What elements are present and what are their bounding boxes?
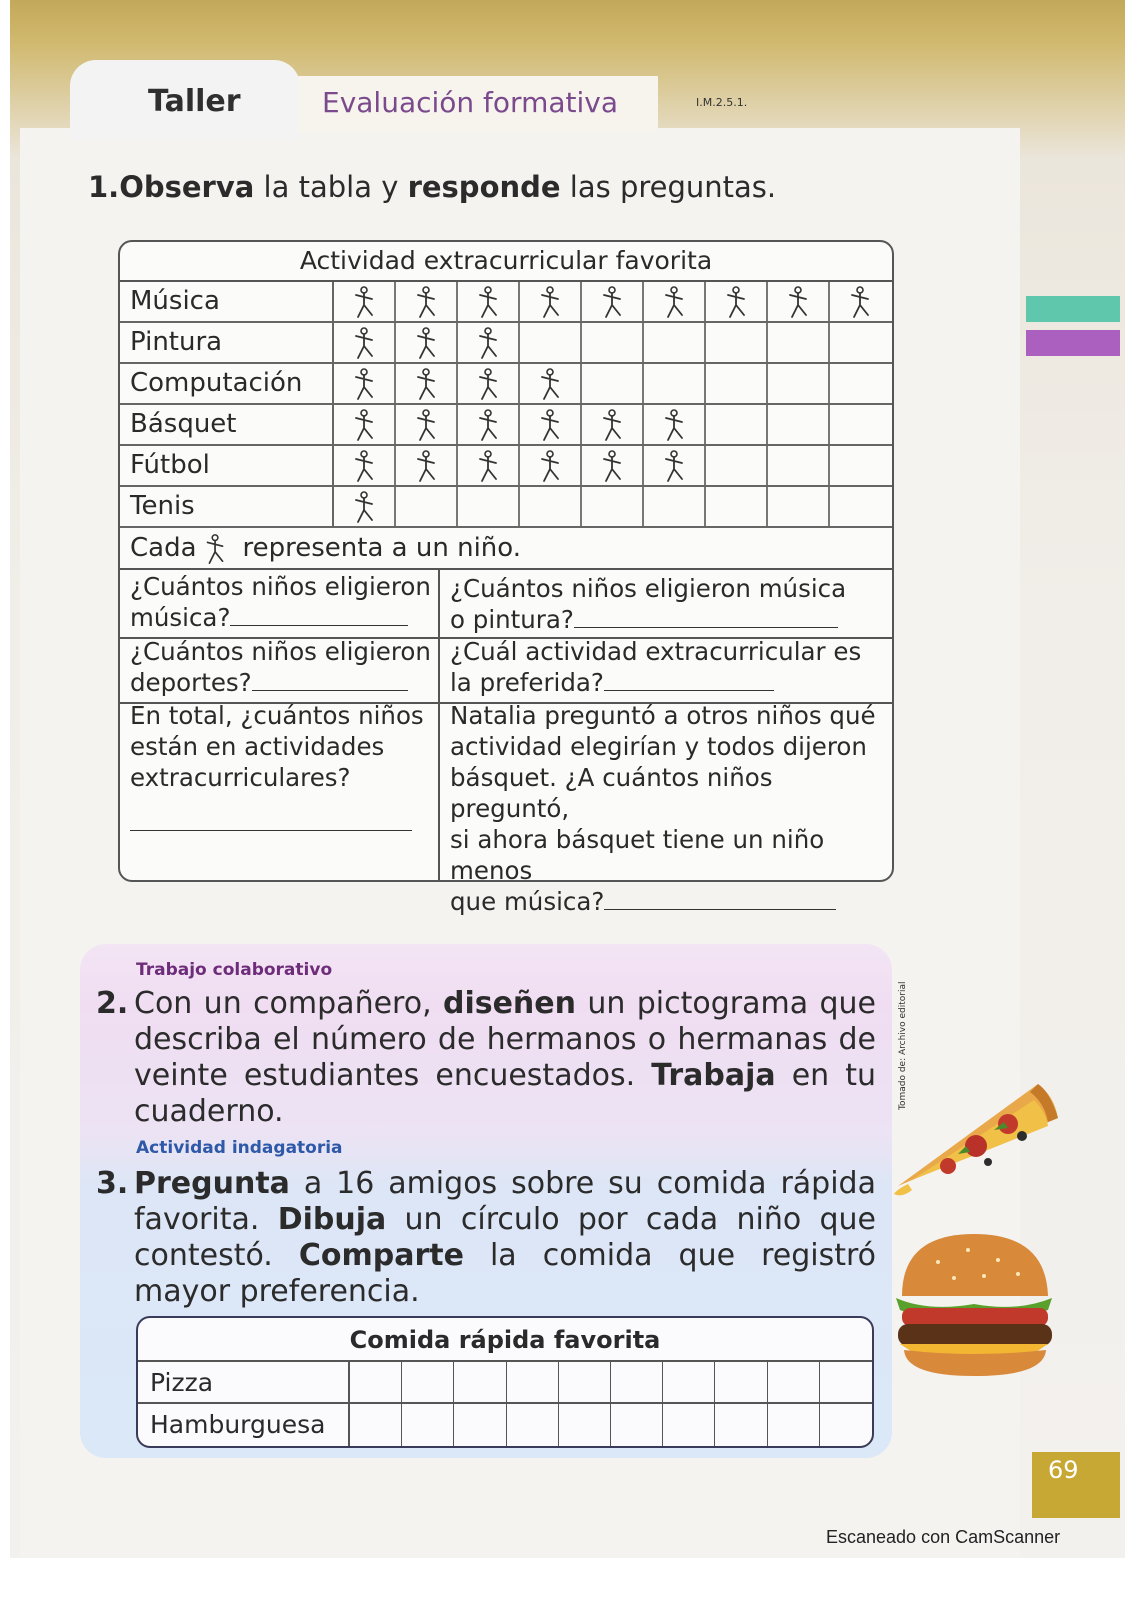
stick-figure-icon [476,449,502,483]
answer-cell[interactable] [559,1404,611,1446]
question-3-number: 3. [96,1166,129,1201]
answer-cell[interactable] [663,1362,715,1402]
question-1 [88,170,776,204]
table-title: Actividad extracurricular favorita [120,242,892,282]
stick-figure-icon [476,285,502,319]
q1-text: la tabla y [254,170,408,204]
table-cell [768,364,830,403]
table-cell [334,282,396,321]
table-cell [706,487,768,526]
table-cell [768,323,830,362]
q-d-line1: ¿Cuál actividad extracurricular es [450,637,862,666]
table-cell [644,405,706,444]
side-tab-teal [1026,296,1120,322]
row-label: Fútbol [120,446,334,485]
table-row [138,1404,872,1446]
table-cell [396,323,458,362]
stick-figure-icon [662,408,688,442]
row-label: Tenis [120,487,334,526]
question-total [130,700,424,838]
stick-figure-icon [538,285,564,319]
table-cell [644,446,706,485]
table-cell [334,364,396,403]
table-cell [334,405,396,444]
stick-figure-icon [538,367,564,401]
table-cell [520,405,582,444]
table-cell [830,323,892,362]
stick-figure-icon [352,285,378,319]
table-cell [520,446,582,485]
question-deportes [130,636,431,698]
answer-cell[interactable] [559,1362,611,1402]
table-cell [706,364,768,403]
stick-figure-icon [600,408,626,442]
stick-figure-icon [476,408,502,442]
answer-cell[interactable] [350,1362,402,1402]
table-cell [644,323,706,362]
page-number: 69 [1032,1452,1120,1518]
label-trabajo-colaborativo: Trabajo colaborativo [136,960,333,980]
stick-figure-icon [662,285,688,319]
q-d-line2: la preferida? [450,668,604,697]
stick-figure-icon [414,449,440,483]
pizza-icon [888,1066,1060,1202]
fast-food-table [136,1316,874,1448]
table-cell [458,364,520,403]
stick-figure-icon [352,449,378,483]
stick-figure-icon [352,408,378,442]
image-credit: Tomado de: Archivo editorial [898,981,908,1110]
table-cell [458,405,520,444]
q3-text-2: un círculo por cada niño que contestó. [134,1202,876,1273]
scanner-watermark: Escaneado con CamScanner [826,1527,1061,1547]
q1-word-observa: Observa [119,170,255,204]
q-b-line1: ¿Cuántos niños eligieron música [450,574,847,603]
table-cell [582,323,644,362]
key-text-after: representa a un niño. [242,533,521,563]
table-cell [644,487,706,526]
q2-text-3: en tu cuaderno. [134,1058,877,1129]
stick-figure-icon [600,449,626,483]
answer-cell[interactable] [611,1362,663,1402]
q-b-line2: o pintura? [450,605,574,634]
q-f-line4: si ahora básquet tiene un niño menos [450,825,825,885]
table-cell [396,364,458,403]
row-label: Pintura [120,323,334,362]
answer-cell[interactable] [820,1404,872,1446]
table-cell [520,364,582,403]
answer-cell[interactable] [768,1362,820,1402]
table-row [138,1362,872,1404]
table-cell [458,282,520,321]
q3-text-1: a 16 amigos sobre su comida rápida favorita. [134,1166,876,1237]
q-e-line2: están en actividades [130,732,385,761]
stick-figure-icon [662,449,688,483]
table-cell [334,446,396,485]
question-natalia [450,700,892,917]
table-cell [830,364,892,403]
q2-text-2: un pictograma que describa el número de hermanos o hermanas de veinte estudiantes encuestados. [134,986,876,1093]
table-cell [582,282,644,321]
table-row [120,282,892,323]
table-cell [582,364,644,403]
answer-cell[interactable] [663,1404,715,1446]
q3-bold-3: Comparte [298,1238,464,1273]
table-cell [582,405,644,444]
answer-blank[interactable] [230,603,408,626]
table-cell [768,446,830,485]
question-3 [134,1166,876,1310]
answer-cell[interactable] [402,1404,454,1446]
answer-cell[interactable] [768,1404,820,1446]
table-cell [582,487,644,526]
table-cell [334,323,396,362]
q3-text-3: la comida que registró mayor preferencia. [134,1238,876,1309]
stick-figure-icon [352,326,378,360]
answer-cell[interactable] [507,1362,559,1402]
key-text-before: Cada [130,533,197,563]
row-label: Computación [120,364,334,403]
row-label: Básquet [120,405,334,444]
table-cell [520,323,582,362]
q2-bold-1: diseñen [442,986,576,1021]
pictograph-key [120,528,892,570]
q2-text-1: Con un compañero, [134,986,443,1021]
stick-figure-icon [352,490,378,524]
answer-cell[interactable] [454,1404,506,1446]
table-cell [706,446,768,485]
question-1-number: 1. [88,170,120,204]
curriculum-code: I.M.2.5.1. [696,96,748,109]
table-cell [830,446,892,485]
table-cell [706,405,768,444]
table-row [120,364,892,405]
question-preferida [450,636,861,698]
question-2-number: 2. [96,986,129,1021]
table-cell [706,323,768,362]
table-cell [830,487,892,526]
table-cell [396,405,458,444]
side-tab-purple [1026,330,1120,356]
q-e-line3: extracurriculares? [130,763,351,792]
table-cell [396,446,458,485]
q-a-line1: ¿Cuántos niños eligieron [130,572,431,601]
row-label: Hamburguesa [138,1404,350,1446]
stick-figure-icon [538,408,564,442]
answer-blank[interactable] [130,808,412,831]
answer-cell[interactable] [350,1404,402,1446]
q-a-line2: música? [130,603,231,632]
answer-cell[interactable] [507,1404,559,1446]
tab-taller: Taller [70,60,300,140]
stick-figure-icon [848,285,874,319]
table-cell [334,487,396,526]
stick-figure-icon [352,367,378,401]
question-musica-pintura [450,573,846,635]
table-cell [458,487,520,526]
stick-figure-icon [414,326,440,360]
table-cell [520,282,582,321]
question-musica [130,571,431,633]
answer-blank[interactable] [252,668,408,691]
answer-blank[interactable] [604,887,836,910]
stick-figure-icon [538,449,564,483]
row-label: Pizza [138,1362,350,1402]
table-cell [706,282,768,321]
q3-bold-1: Pregunta [134,1166,290,1201]
answer-cell[interactable] [715,1404,767,1446]
table-cell [458,446,520,485]
q1-word-responde: responde [407,170,561,204]
q-f-line5: que música? [450,887,605,916]
answer-cell[interactable] [611,1404,663,1446]
table-cell [768,487,830,526]
table-cell [830,282,892,321]
stick-figure-icon [476,367,502,401]
table-cell [458,323,520,362]
answer-cell[interactable] [402,1362,454,1402]
table-row [120,405,892,446]
table-cell [644,364,706,403]
table-cell [830,405,892,444]
q3-bold-2: Dibuja [277,1202,387,1237]
q-c-line1: ¿Cuántos niños eligieron [130,637,431,666]
stick-figure-icon [414,285,440,319]
q2-bold-2: Trabaja [651,1058,776,1093]
table-cell [520,487,582,526]
answer-cell[interactable] [820,1362,872,1402]
table-row [120,487,892,528]
table-cell [582,446,644,485]
stick-figure-icon [414,408,440,442]
table-row [120,446,892,487]
tab-evaluacion: Evaluación formativa [298,76,658,132]
stick-figure-icon [203,533,229,565]
stick-figure-icon [476,326,502,360]
answer-blank[interactable] [604,668,774,691]
q1-text-end: las preguntas. [560,170,777,204]
answer-blank[interactable] [574,605,838,628]
q-f-line2: actividad elegirían y todos dijeron [450,732,867,761]
answer-cell[interactable] [454,1362,506,1402]
question-2 [134,986,876,1130]
stick-figure-icon [786,285,812,319]
q-c-line2: deportes? [130,668,252,697]
table-cell [768,405,830,444]
fast-food-table-title: Comida rápida favorita [138,1318,872,1362]
table-cell [396,282,458,321]
stick-figure-icon [414,367,440,401]
answer-cell[interactable] [715,1362,767,1402]
hamburger-icon [888,1226,1060,1380]
q-f-line1: Natalia preguntó a otros niños qué [450,701,876,730]
q-f-line3: básquet. ¿A cuántos niños preguntó, [450,763,773,823]
table-cell [396,487,458,526]
activity-pictograph-table [118,240,894,916]
table-row [120,323,892,364]
label-actividad-indagatoria: Actividad indagatoria [136,1138,343,1158]
table-cell [644,282,706,321]
stick-figure-icon [724,285,750,319]
q-e-line1: En total, ¿cuántos niños [130,701,424,730]
table-cell [768,282,830,321]
stick-figure-icon [600,285,626,319]
row-label: Música [120,282,334,321]
